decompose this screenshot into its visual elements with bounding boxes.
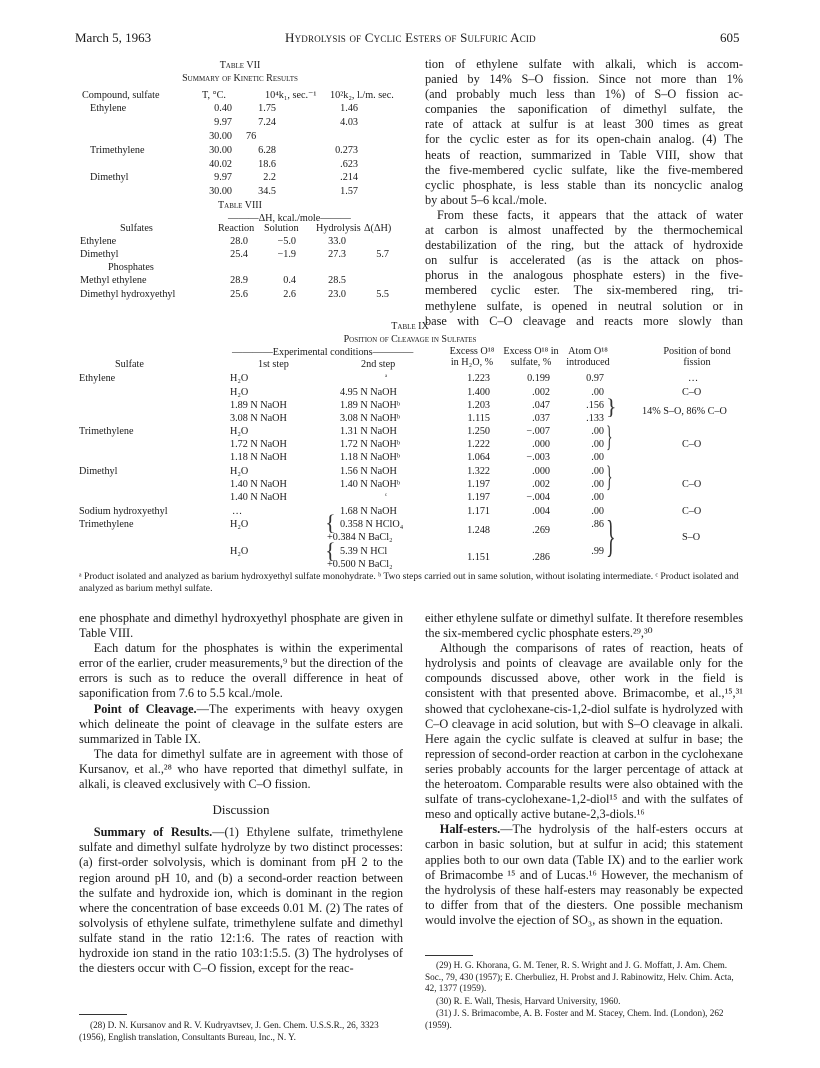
table8-cell: 5.7 [376,249,389,260]
text-line: rate of attack at sulfur is at least 300 times as great [425,117,743,132]
table9-cell: 1.72 N NaOHᵇ [340,439,401,450]
table7-cell: 0.273 [335,145,358,156]
table9-cell: 1.197 [467,492,490,503]
table8-header: Δ(ΔH) [364,223,392,234]
table9-cell: .00 [591,466,604,477]
table9-cell: .00 [591,452,604,463]
table9-cell: 1.171 [467,506,490,517]
table8-cell: −1.9 [277,249,296,260]
table9-cell: H₂O [230,426,249,437]
table8-cell: Ethylene [80,236,117,247]
table9-cell: S–O [682,532,701,543]
run-in-heading: Summary of Results. [93,825,213,840]
table9-cell: 1.31 N NaOH [340,426,397,437]
table8-cell: 5.5 [376,289,389,300]
table9-cell: C–O [682,387,702,398]
table9-footnote: ᵃ Product isolated and analyzed as barium hydroxyethyl sulfate monohydrate. ᵇ Two steps carried out in same solution, without isolating intermediate. ᶜ Product isolated and analyzed as barium methyl sulfate. [79,571,739,594]
text-line: phorus in the analogous phosphate esters) in the five- [425,268,743,283]
footnote: (30) R. E. Wall, Thesis, Harvard University, 1960. [436,995,621,1006]
table9-cell: C–O [682,506,702,517]
footnote: (29) H. G. Khorana, G. M. Tener, R. S. Wright and J. G. Moffatt, J. Am. Chem. Soc., 79, 430 (1957); E. Cherbuliez, H. Probst and J. Rabinowitz, Helv. Chim. Acta, 42, 1377 (1959). [425,960,734,993]
table9-header: Sulfate [115,359,144,370]
table9-span-header: ————Experimental conditions———— [232,347,414,358]
table7-header-k1: 10⁴k₁, sec.⁻¹ [265,90,317,101]
table7-cell: Ethylene [90,103,127,114]
table9-title: Position of Cleavage in Sulfates [343,334,477,345]
table9-cell: 1.18 N NaOHᵇ [340,452,401,463]
table7-header-compound: Compound, sulfate [82,90,160,101]
table9-header: Excess O¹⁸ in sulfate, % [503,346,559,368]
table9-cell: ᵃ [385,372,388,381]
table7-cell: 1.75 [258,103,276,114]
brace-left: } [325,510,336,535]
run-in-heading: Point of Cleavage. [93,701,197,716]
table7-cell: 0.40 [214,103,232,114]
table8-cell: 23.0 [328,289,346,300]
table7-cell: 34.5 [258,186,276,197]
table9-group-label: C–O [682,479,702,490]
table8-header: Solution [264,223,299,234]
table9-cell: −.004 [526,492,550,503]
table8-cell: Dimethyl hydroxyethyl [80,289,176,300]
table8-cell: 27.3 [328,249,346,260]
table9-cell: 1.400 [467,387,490,398]
table8-cell: 25.6 [230,289,248,300]
table9-group-label: 14% S–O, 86% C–O [642,406,727,417]
table9-cell: 1.40 N NaOHᵇ [340,479,401,490]
table9-cell: 1.72 N NaOH [230,439,287,450]
table9-cell: +0.384 N BaCl₂ [327,532,393,543]
table9-cell: .133 [586,413,604,424]
table7-cell: 1.46 [340,103,358,114]
paragraph-text: —The experiments with heavy oxygen which delineate the point of cleavage in the sulfate esters are summarized in Table IX. [79,701,403,746]
text-line: From these facts, it appears that the attack of water [437,207,743,222]
table9-cell: 1.250 [467,426,490,437]
table9-cell: 1.322 [467,466,490,477]
table8-cell: 2.6 [283,289,296,300]
table9-cell: … [688,373,699,384]
table9-cell: .00 [591,479,604,490]
table8-header: Sulfates [120,223,153,234]
table9-cell: H₂O [230,373,249,384]
right-column-top [425,57,743,329]
table9-cell: H₂O [230,466,249,477]
section-heading: Discussion [212,802,270,818]
table9-cell: .00 [591,439,604,450]
table9-cell: 4.95 N NaOH [340,387,397,398]
footnote: (28) D. N. Kursanov and R. V. Kudryavtsev, J. Gen. Chem. U.S.S.R., 26, 3323 (1956), English translation, Consultants Bureau, Inc., N. Y. [79,1020,379,1042]
table9-cell: .269 [532,525,550,536]
table9-cell: 1.223 [467,373,490,384]
text-line: (and probably much less than 1%) of S–O fission ac- [425,87,743,102]
table9-cell: H₂O [230,519,249,530]
table7-cell: 9.97 [214,172,232,183]
table9-cell: .86 [591,519,604,530]
table7-cell: 40.02 [209,159,232,170]
table9-cell: 1.064 [467,452,490,463]
paragraph [79,702,403,747]
table7-header-temp: T, °C. [202,90,226,101]
table7-cell: 6.28 [258,145,276,156]
text-line: destabilization of the ring, but the attack of hydroxide [425,238,743,253]
table7-cell: Trimethylene [90,145,145,156]
table9-cell: .002 [532,479,550,490]
table9-cell: 1.89 N NaOH [230,400,287,411]
table7-cell: 30.00 [209,131,232,142]
brace-right: } [606,460,613,493]
table7-cell: 4.03 [340,117,358,128]
table9-cell: Dimethyl [79,466,118,477]
table9-cell: H₂O [230,546,249,557]
table7-cell: 18.6 [258,159,276,170]
table7-cell: Dimethyl [90,172,129,183]
table8-cell: 25.4 [230,249,248,260]
text-line: companies the saponification of dimethyl sulfate, the [425,102,743,117]
brace-right: } [606,420,613,453]
table9-cell: 0.199 [527,373,550,384]
table9-cell: 1.40 N NaOH [230,479,287,490]
text-line: membered cyclic ester. The six-membered ring, tri- [425,283,743,298]
table9-cell: 1.222 [467,439,490,450]
table9-cell: 1.203 [467,400,490,411]
table9-header: 1st step [258,359,289,370]
table7-cell: .214 [340,172,358,183]
text-line: methylene sulfate, is opened in neutral solution or in [425,298,743,313]
table8-cell: Dimethyl [80,249,119,260]
paragraph: Although the comparisons of rates of reaction, heats of hydrolysis and points of cleavage are available only for the compounds discussed above, other work in the field is consistent with that presented above. Brimacombe, et al.,¹⁵,³¹ showed that cyclohexane-cis-1,2-diol sulfate is hydrolyzed with C–O cleavage in acid solution, but with S–O cleavage in alkali. Here again the cyclic sulfate is cleaved at sulfur in base; the repression of second-order reaction at carbon in the cyclohexane series probably accounts for the larger percentage of attack at the heteroatom. Comparable results were also obtained with the sulfate of trans-cyclohexane-1,2-diol¹⁵ and with the sulfates of meso and optically active butane-2,3-diols.¹⁶ [425,641,743,822]
table7-cell: 7.24 [258,117,276,128]
brace-right: } [606,394,617,419]
table8-cell: 28.0 [230,236,248,247]
table8-header: Hydrolysis [316,223,361,234]
table9-cell: .286 [532,552,550,563]
table9-cell: .000 [532,466,550,477]
table9-header: 2nd step [361,359,396,370]
running-title: Hydrolysis of Cyclic Esters of Sulfuric Acid [285,30,536,45]
page-date: March 5, 1963 [75,30,152,45]
table8-cell: Methyl ethylene [80,275,147,286]
footnotes-left [79,1020,403,1044]
table9-group-label: C–O [682,439,702,450]
table9-cell: −.007 [526,426,550,437]
table9-header: Atom O¹⁸ introduced [566,346,610,368]
table9-cell: 3.08 N NaOH [230,413,287,424]
table9-cell: .00 [591,506,604,517]
table9-cell: Ethylene [79,373,116,384]
table7-cell: 30.00 [209,145,232,156]
table9-cell: .00 [591,426,604,437]
table7-cell: 1.57 [340,186,358,197]
footnote-rule [79,1014,127,1015]
table7-cell: 2.2 [263,172,276,183]
table9-cell: .047 [532,400,550,411]
table9-cell: .037 [532,413,550,424]
table9-cell: 5.39 N HCl [340,546,388,557]
table7-header-k2: 10²k₂, l./m. sec. [330,90,394,101]
text-line: for the cyclic ester as for its open-chain analog. (4) The [425,132,743,147]
paragraph-text: —(1) Ethylene sulfate, trimethylene sulfate and dimethyl sulfate hydrolyze by two distinct processes: (a) first-order solvolysis, which is dominant from pH 2 to the region around pH 10, and (b) a second-order reaction between the sulfate and hydroxide ion, which is dominant in the region where the concentration of base exceeds 0.01 M. (2) The rates of solvolysis of ethylene sulfate, trimethylene sulfate and dimethyl sulfate stand in the ratio 12:1:6. The rates of reaction with hydroxide ion stand in the ratio 103:1:5.5. (3) The hydrolyses of the diesters occur with C–O fission, except for the reac- [79,825,403,976]
footnotes-right [425,960,743,1032]
table7-title: Summary of Kinetic Results [182,73,298,84]
table9-cell: 1.40 N NaOH [230,492,287,503]
page-number: 605 [720,30,740,45]
table7-label: Table VII [219,60,261,71]
table8-cell: −5.0 [277,236,296,247]
paragraph: The data for dimethyl sulfate are in agreement with those of Kursanov, et al.,²⁸ who have reported that dimethyl sulfate, in alkali, is cleaved exclusively with C–O fission. [79,746,403,792]
table8-cell: 28.5 [328,275,346,286]
table9-cell: H₂O [230,387,249,398]
left-column-bottom [79,611,403,976]
table8-section-label: Phosphates [108,262,154,273]
table8-cell: 0.4 [283,275,296,286]
table9-cell: .004 [532,506,550,517]
text-line: the five-membered cyclic sulfate, like the five-membered [425,162,743,177]
table9-cell: +0.500 N BaCl₂ [327,559,393,570]
table9-header: Excess O¹⁸ in H₂O, % [449,346,495,368]
table9-cell: 0.358 N HClO₄ [340,519,404,530]
table9-cell: Trimethylene [79,519,134,530]
table8-cell: 28.9 [230,275,248,286]
table9-cell: .000 [532,439,550,450]
text-line: at carbon is almost unaffected by the thermochemical [425,223,743,238]
table9-cell: −.003 [526,452,550,463]
table9-cell: 3.08 N NaOHᵇ [340,413,401,424]
table9-cell: Trimethylene [79,426,134,437]
paragraph: Each datum for the phosphates is within the experimental error of the earlier, cruder measurements,⁹ but the direction of the errors is such as to reduce the overall difference in heat of saponification from 7.6 to 5.5 kcal./mole. [79,641,403,701]
table9-cell: 1.56 N NaOH [340,466,397,477]
table9-cell: .002 [532,387,550,398]
table8-cell: 33.0 [328,236,346,247]
paragraph [79,825,403,976]
table9-cell: 1.89 N NaOHᵇ [340,400,401,411]
text-line: panied by 14% S–O fission. Since not more than 1% [425,72,743,87]
table8-label: Table VIII [218,200,262,211]
table7-cell: 76 [246,131,257,142]
table9-cell: 1.115 [467,413,490,424]
brace-right: } [606,512,616,561]
text-line: by about 5–6 kcal./mole. [425,192,547,207]
table9-label: Table IX [391,321,429,332]
table9-header: Position of bond fission [663,346,731,368]
run-in-heading: Half-esters. [439,822,501,837]
table9-cell: 1.18 N NaOH [230,452,287,463]
right-column-bottom [425,611,743,928]
table9-cell: 1.68 N NaOH [340,506,397,517]
footnote-rule [425,955,473,956]
text-line: on sulfur is accelerated (as is the attack on phos- [425,253,743,268]
paragraph: ene phosphate and dimethyl hydroxyethyl phosphate are given in Table VIII. [79,611,403,641]
text-line: tion of ethylene sulfate with alkali, which is accom- [425,57,743,71]
table9-cell: Sodium hydroxyethyl [79,506,168,517]
text-line: cyclic phosphate, is less stable than its noncyclic analog [425,177,743,192]
text-line: heats of reaction, summarized in Table VIII, show that [425,147,743,162]
table9-cell: .00 [591,387,604,398]
text-line: base with C–O cleavage and reacts more slowly than [425,313,743,328]
table9-cell: 1.248 [467,525,490,536]
table9-cell: .156 [586,400,604,411]
table9-cell: 1.151 [467,552,490,563]
table9-cell: 1.197 [467,479,490,490]
table9-cell: ᶜ [385,491,388,500]
paragraph: either ethylene sulfate or dimethyl sulfate. It therefore resembles the six-membered cyclic phosphate esters.²⁹,³⁰ [425,611,743,641]
table7-cell: .623 [340,159,358,170]
paragraph [425,822,743,928]
footnote: (31) J. S. Brimacombe, A. B. Foster and M. Stacey, Chem. Ind. (London), 262 (1959). [425,1008,724,1030]
brace-left: } [325,538,336,563]
table9-cell: .00 [591,492,604,503]
table9-cell: 0.97 [586,373,604,384]
table7-cell: 9.97 [214,117,232,128]
table8-header: Reaction [218,223,255,234]
table8-span-header: ———ΔH, kcal./mole——— [228,213,351,224]
table9-cell: .99 [591,546,604,557]
table9-cell: … [232,506,243,517]
paragraph-text: —The hydrolysis of the half-esters occurs at carbon in basic solution, but at sulfur in acid; this statement applies both to our own data (Table IX) and to the earlier work of Brimacombe ¹⁵ and of Lucas.¹⁶ However, the mechanism of the hydrolysis of these half-esters may reasonably be expected to differ from that of the diesters. One possible mechanism would involve the ejection of SO₃, as shown in the equation. [425,822,743,927]
table7-cell: 30.00 [209,186,232,197]
